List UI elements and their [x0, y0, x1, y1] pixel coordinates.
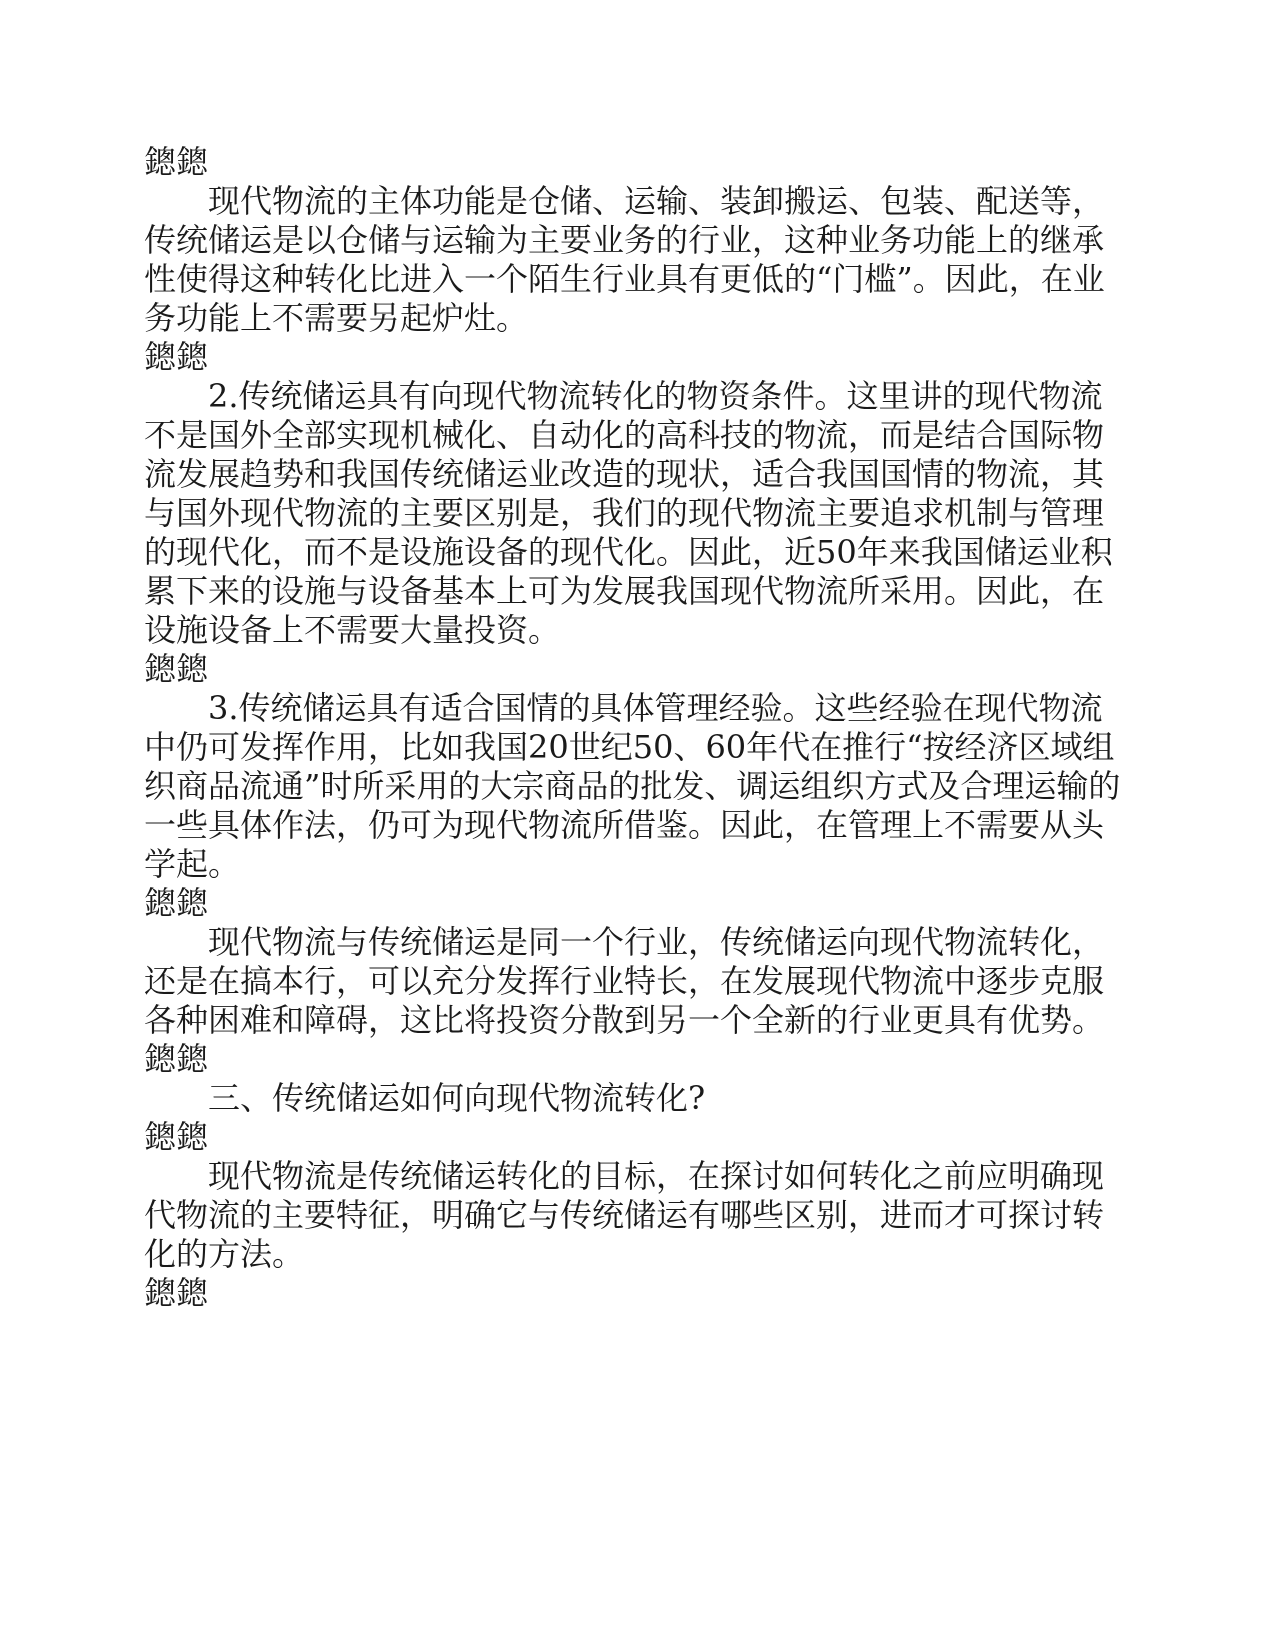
section-marker: 鏓鏓 [144, 1040, 209, 1078]
section-marker: 鏓鏓 [144, 143, 209, 181]
section-marker: 鏓鏓 [144, 1274, 209, 1312]
paragraph-material-conditions: 2.传统储运具有向现代物流转化的物资条件。这里讲的现代物流不是国外全部实现机械化、自动化的高科技的物流，而是结合国际物流发展趋势和我国传统储运业改造的现状，适合我国国情的物流，其与国外现代物流的主要区别是，我们的现代物流主要追求机制与管理的现代化，而不是设施设备的现代化。因此，近50年来我国储运业积累下来的设施与设备基本上可为发展我国现代物流所采用。因此，在设施设备上不需要大量投资。 [144, 377, 1113, 649]
section-marker: 鏓鏓 [144, 884, 209, 922]
paragraph-transformation-goal: 现代物流是传统储运转化的目标，在探讨如何转化之前应明确现代物流的主要特征，明确它与传统储运有哪些区别，进而才可探讨转化的方法。 [144, 1157, 1105, 1273]
section-heading: 三、传统储运如何向现代物流转化? [208, 1079, 706, 1117]
paragraph-management-experience: 3.传统储运具有适合国情的具体管理经验。这些经验在现代物流中仍可发挥作用，比如我国20世纪50、60年代在推行“按经济区域组织商品流通”时所采用的大宗商品的批发、调运组织方式及合理运输的一些具体作法，仍可为现代物流所借鉴。因此，在管理上不需要从头学起。 [144, 689, 1121, 883]
document-page [144, 143, 1134, 1313]
paragraph-business-function: 现代物流的主体功能是仓储、运输、装卸搬运、包装、配送等，传统储运是以仓储与运输为主要业务的行业，这种业务功能上的继承性使得这种转化比进入一个陌生行业具有更低的“门槛”。因此，在业务功能上不需要另起炉灶。 [144, 182, 1105, 337]
section-marker: 鏓鏓 [144, 1118, 209, 1156]
paragraph-same-industry: 现代物流与传统储运是同一个行业，传统储运向现代物流转化，还是在搞本行，可以充分发挥行业特长，在发展现代物流中逐步克服各种困难和障碍，这比将投资分散到另一个全新的行业更具有优势。 [144, 923, 1105, 1039]
section-marker: 鏓鏓 [144, 338, 209, 376]
section-marker: 鏓鏓 [144, 650, 209, 688]
